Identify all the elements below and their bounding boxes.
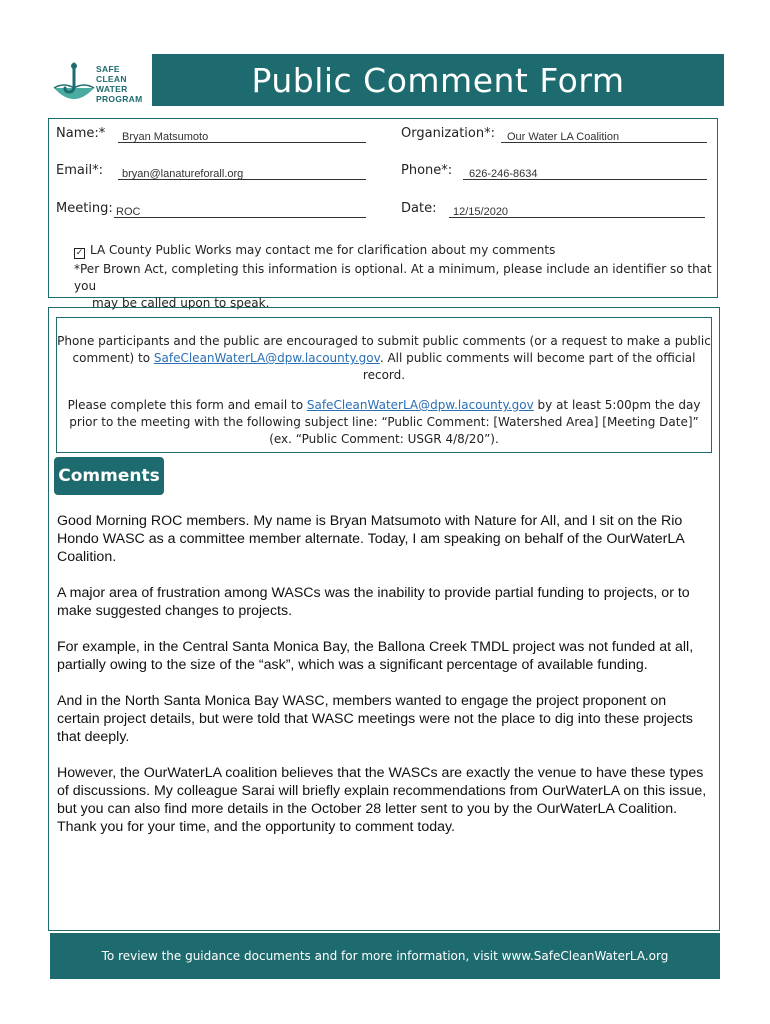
organization-label: Organization*: — [401, 126, 495, 141]
organization-input[interactable] — [501, 128, 707, 143]
comment-paragraph: However, the OurWaterLA coalition believes that the WASCs are exactly the venue to have these types of discussions. My colleague Sarai will briefly explain recommendations from OurWaterLA on this issue, but you can also find more details in the October 28 letter sent to you by the OurWaterLA Coalition. Thank you for your time, and the opportunity to comment today. — [57, 765, 707, 835]
comment-paragraph: For example, in the Central Santa Monica Bay, the Ballona Creek TMDL project was not funded at all, partially owing to the size of the “ask”, which was a significant percentage of available funding. — [57, 639, 694, 673]
footnote-line-2: may be called upon to speak. — [92, 296, 270, 310]
meeting-value: ROC — [116, 206, 141, 218]
page-title: Public Comment Form — [152, 54, 724, 106]
phone-value: 626-246-8634 — [469, 168, 538, 180]
comments-heading: Comments — [54, 457, 164, 495]
phone-input[interactable] — [463, 165, 707, 180]
comments-text-area[interactable] — [57, 512, 707, 854]
footer-banner: To review the guidance documents and for more information, visit www.SafeCleanWaterLA.org — [50, 933, 720, 979]
date-input[interactable] — [449, 203, 705, 218]
name-label: Name:* — [56, 126, 106, 141]
phone-label: Phone*: — [401, 163, 453, 178]
brown-act-footnote — [74, 261, 714, 312]
email-value: bryan@lanatureforall.org — [122, 168, 244, 180]
comment-paragraph: Good Morning ROC members. My name is Bryan Matsumoto with Nature for All, and I sit on the Rio Hondo WASC as a committee member alternate. Today, I am speaking on behalf of the OurWaterLA Coalition. — [57, 513, 684, 565]
email-link-2[interactable]: SafeCleanWaterLA@dpw.lacounty.gov — [306, 398, 534, 412]
meeting-label: Meeting: — [56, 201, 113, 216]
consent-checkbox[interactable]: ✓ — [75, 248, 84, 258]
name-input[interactable] — [118, 128, 366, 143]
notice-paragraph-1: Phone participants and the public are encouraged to submit public comments (or a request to make a public comment) to SafeCleanWaterLA@dpw.lacounty.gov. All public comments will become part of the official record. — [57, 334, 711, 382]
logo-wordmark: SAFE CLEAN WATER PROGRAM — [96, 64, 143, 104]
date-label: Date: — [401, 201, 437, 216]
date-value: 12/15/2020 — [453, 206, 509, 218]
consent-label: LA County Public Works may contact me for clarification about my comments — [90, 243, 556, 257]
footnote-line-1: *Per Brown Act, completing this information is optional. At a minimum, please include an identifier so that you — [74, 262, 712, 293]
comment-paragraph: A major area of frustration among WASCs was the inability to provide partial funding to projects, or to make suggested changes to projects. — [57, 585, 690, 619]
organization-value: Our Water LA Coalition — [507, 131, 620, 143]
submission-notice — [56, 317, 712, 453]
email-input[interactable] — [118, 165, 366, 180]
meeting-input[interactable] — [114, 203, 366, 218]
email-link-1[interactable]: SafeCleanWaterLA@dpw.lacounty.gov — [153, 351, 380, 365]
email-label: Email*: — [56, 163, 103, 178]
name-value: Bryan Matsumoto — [122, 131, 209, 143]
notice-paragraph-2: Please complete this form and email to SafeCleanWaterLA@dpw.lacounty.gov by at least 5:00pm the day prior to the meeting with the following subject line: “Public Comment: [Watershed Area] [Meeting Date]” (ex. “Public Comment: USGR 4/8/20”). — [67, 398, 701, 446]
comment-paragraph: And in the North Santa Monica Bay WASC, members wanted to engage the project proponent on certain project details, but were told that WASC meetings were not the place to dig into these projects that deeply. — [57, 693, 693, 745]
consent-row — [74, 243, 555, 259]
